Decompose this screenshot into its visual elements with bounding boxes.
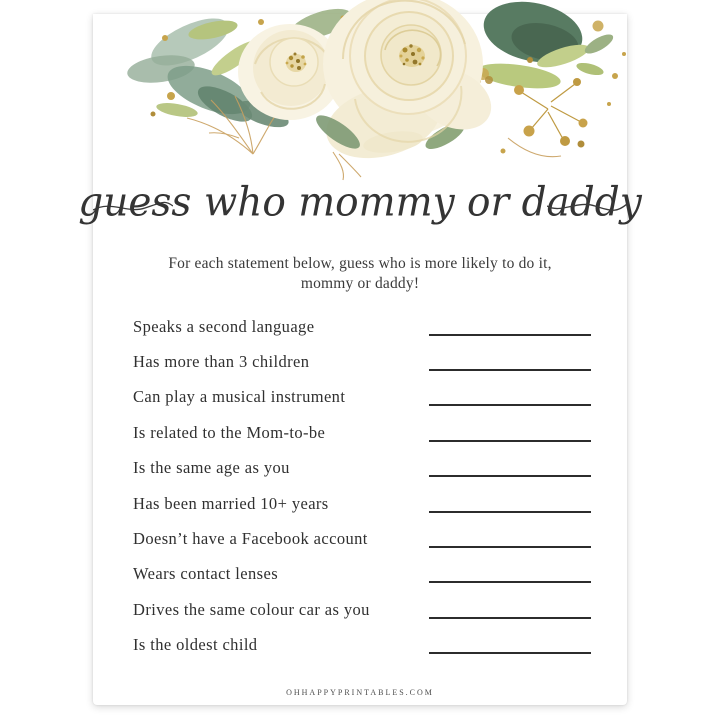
statement-row: [133, 309, 591, 344]
statement-label: Doesn’t have a Facebook account: [133, 529, 368, 549]
footer-watermark: OHHAPPYPRINTABLES.COM: [286, 688, 434, 697]
statement-row: [133, 415, 591, 450]
leaf-icon: [312, 110, 365, 155]
statement-label: Has more than 3 children: [133, 352, 310, 372]
statement-row: [133, 451, 591, 486]
floral-bouquet-illustration: [93, 14, 627, 184]
statement-label: Speaks a second language: [133, 316, 315, 336]
rose-center-speckles-icon: [400, 44, 425, 65]
statement-row: [133, 557, 591, 592]
answer-blank-line: [429, 440, 591, 442]
answer-blank-line: [429, 369, 591, 371]
statement-label: Is related to the Mom-to-be: [133, 422, 326, 442]
page-title: guess who mommy or daddy: [78, 178, 642, 226]
answer-blank-line: [429, 404, 591, 406]
title-block: [78, 160, 642, 244]
statement-row: [133, 592, 591, 627]
instructions-line-2: mommy or daddy!: [300, 275, 420, 292]
statement-label: Can play a musical instrument: [133, 387, 346, 407]
answer-blank-line: [429, 511, 591, 513]
statement-label: Is the same age as you: [133, 458, 290, 478]
leaf-cluster-left-icon: [126, 9, 292, 133]
leaf-cluster-top-icon: [287, 3, 371, 52]
statement-label: Is the oldest child: [133, 635, 258, 655]
answer-blank-line: [429, 334, 591, 336]
title-flourish-right-icon: [547, 196, 627, 220]
rose-center-speckles-icon: [286, 53, 307, 71]
gold-splatter-icon: [151, 16, 627, 154]
statement-row: [133, 380, 591, 415]
statement-row: [133, 628, 591, 663]
instructions-line-1: For each statement below, guess who is more likely to do it,: [168, 255, 552, 272]
gold-berry-sprig-icon: [475, 68, 588, 146]
statement-row: [133, 521, 591, 556]
statement-list: [133, 309, 591, 663]
statement-row: [133, 344, 591, 379]
statement-label: Drives the same colour car as you: [133, 599, 370, 619]
statement-row: [133, 486, 591, 521]
statement-label: Wears contact lenses: [133, 564, 279, 584]
instructions: [93, 254, 627, 294]
leaf-cluster-right-icon: [422, 0, 616, 154]
rose-small-icon: [238, 24, 342, 120]
printable-page: [78, 14, 642, 705]
statement-label: Has been married 10+ years: [133, 493, 329, 513]
answer-blank-line: [429, 546, 591, 548]
answer-blank-line: [429, 617, 591, 619]
rose-large-icon: [318, 0, 501, 170]
answer-blank-line: [429, 581, 591, 583]
answer-blank-line: [429, 475, 591, 477]
answer-blank-line: [429, 652, 591, 654]
